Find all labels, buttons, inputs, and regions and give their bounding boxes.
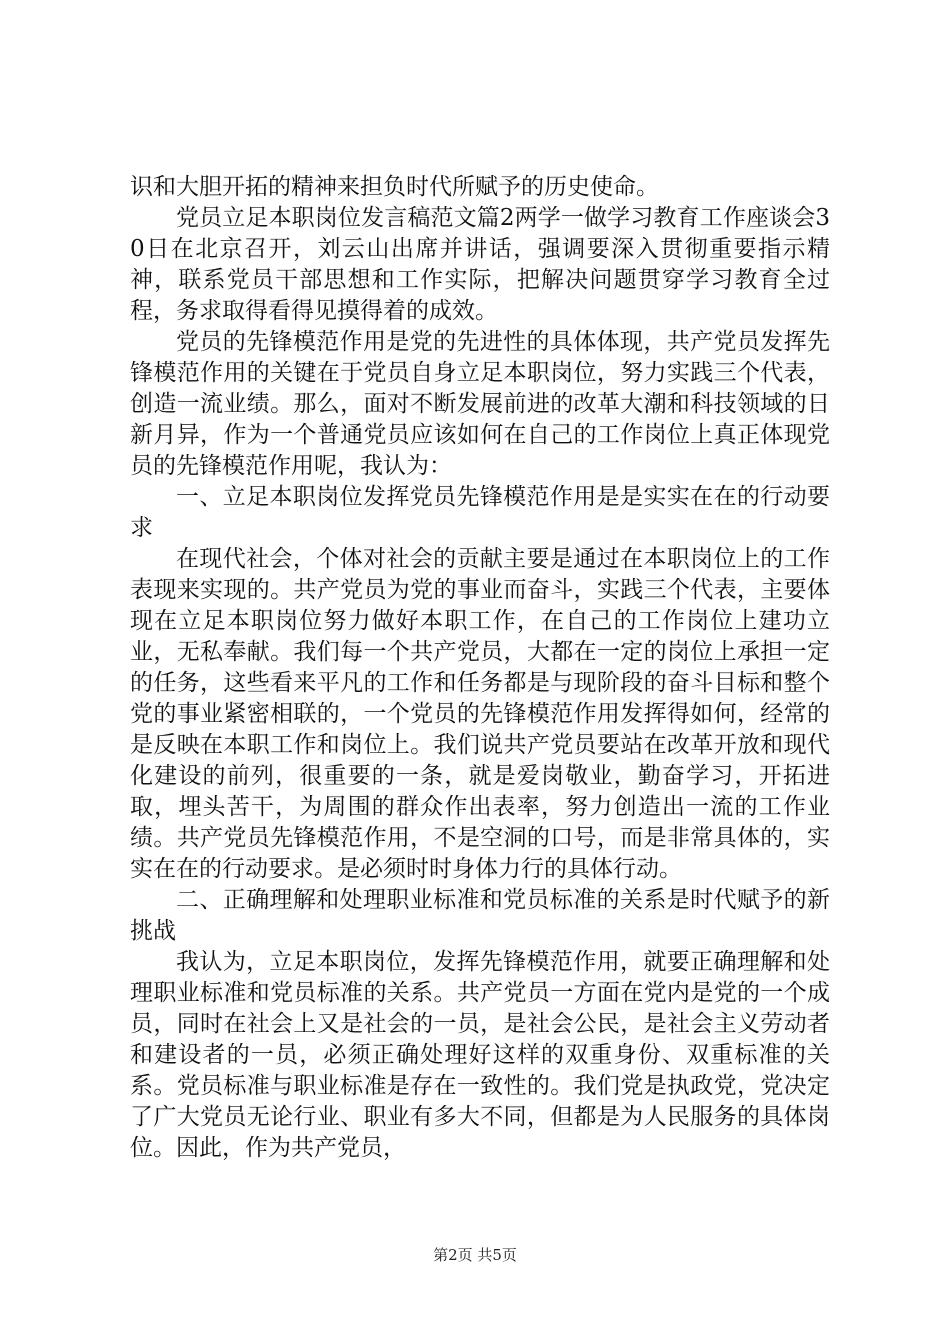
paragraph: 在现代社会，个体对社会的贡献主要是通过在本职岗位上的工作表现来实现的。共产党员为党的事业而奋斗，实践三个代表，主要体现在立足本职岗位努力做好本职工作，在自己的工作岗位上建功立业，无私奉献。我们每一个共产党员，大都在一定的岗位上承担一定的任务，这些看来平凡的工作和任务都是与现阶段的奋斗目标和整个党的事业紧密相联的，一个党员的先锋模范作用发挥得如何，经常的是反映在本职工作和岗位上。我们说共产党员要站在改革开放和现代化建设的前列，很重要的一条，就是爱岗敬业，勤奋学习，开拓进取，埋头苦干，为周围的群众作出表率，努力创造出一流的工作业绩。共产党员先锋模范作用，不是空洞的口号，而是非常具体的，实实在在的行动要求。是必须时时身体力行的具体行动。 bbox=[130, 546, 830, 882]
document-body bbox=[130, 172, 830, 1164]
section-heading: 二、正确理解和处理职业标准和党员标准的关系是时代赋予的新挑战 bbox=[130, 887, 830, 944]
page-footer: 第2页 共5页 bbox=[433, 1246, 517, 1264]
section-heading: 一、立足本职岗位发挥党员先锋模范作用是是实实在在的行动要求 bbox=[130, 484, 830, 541]
paragraph-continuation: 识和大胆开拓的精神来担负时代所赋予的历史使命。 bbox=[130, 174, 659, 200]
paragraph: 我认为，立足本职岗位，发挥先锋模范作用，就要正确理解和处理职业标准和党员标准的关系。共产党员一方面在党内是党的一个成员，同时在社会上又是社会的一员，是社会公民，是社会主义劳动者和建设者的一员，必须正确处理好这样的双重身份、双重标准的关系。党员标准与职业标准是存在一致性的。我们党是执政党，党决定了广大党员无论行业、职业有多大不同，但都是为人民服务的具体岗位。因此，作为共产党员， bbox=[130, 949, 830, 1161]
paragraph: 党员立足本职岗位发言稿范文篇2两学一做学习教育工作座谈会30日在北京召开，刘云山出席并讲话，强调要深入贯彻重要指示精神，联系党员干部思想和工作实际，把解决问题贯穿学习教育全过程，务求取得看得见摸得着的成效。 bbox=[130, 205, 830, 324]
paragraph: 党员的先锋模范作用是党的先进性的具体体现，共产党员发挥先锋模范作用的关键在于党员自身立足本职岗位，努力实践三个代表，创造一流业绩。那么，面对不断发展前进的改革大潮和科技领域的日新月异，作为一个普通党员应该如何在自己的工作岗位上真正体现党员的先锋模范作用呢，我认为： bbox=[130, 329, 830, 479]
